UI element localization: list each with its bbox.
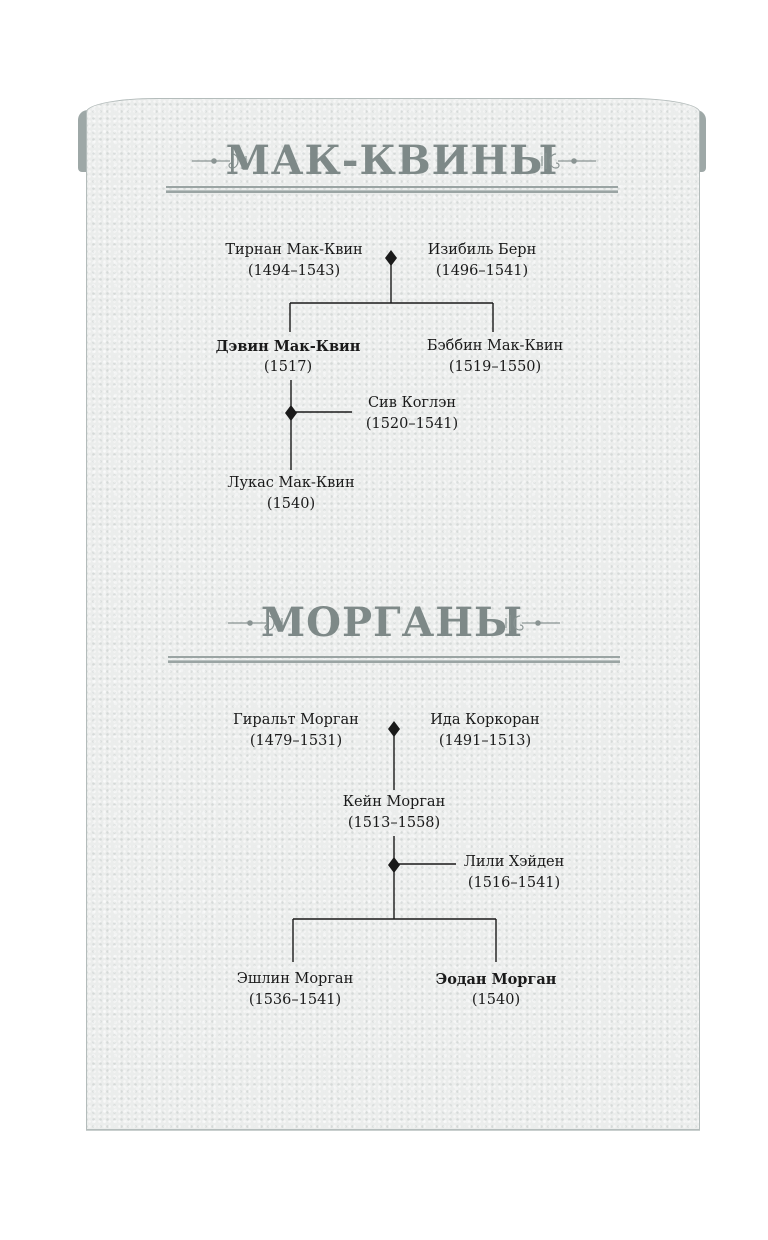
person-years: (1496–1541) [435,263,529,279]
person-name: Гиральт Морган [233,712,359,728]
person-name: Лукас Мак-Квин [227,475,355,491]
marriage-diamond-icon [385,250,397,266]
person-ida [418,710,552,752]
person-name: Сив Коглэн [367,395,457,411]
person-name: Ида Коркоран [430,712,540,728]
person-name: Эшлин Морган [236,971,354,987]
marriage-diamond-icon [388,721,400,737]
person-years: (1536–1541) [248,992,342,1008]
marriage-diamond-icon [388,857,400,873]
person-years: (1519–1550) [448,359,542,375]
person-devin [206,336,370,378]
person-name: Изибиль Берн [427,242,537,258]
person-eodan [424,969,568,1011]
person-name: Дэвин Мак-Квин [215,338,361,355]
person-lili [452,852,576,894]
person-years: (1494–1543) [247,263,341,279]
person-years: (1479–1531) [249,733,343,749]
person-years: (1516–1541) [467,875,561,891]
person-years: (1517) [263,359,313,375]
marriage-diamond-icon [285,405,297,421]
person-years: (1491–1513) [438,733,532,749]
person-name: Бэббин Мак-Квин [426,338,564,354]
person-tirnan [212,240,376,282]
person-giralt [218,710,374,752]
person-name: Кейн Морган [342,794,446,810]
family-title-mcqueen: МАК-КВИНЫ [225,137,559,184]
person-years: (1540) [266,496,316,512]
person-babbin [410,336,580,378]
person-izibil [412,240,552,282]
family-title-morgan: МОРГАНЫ [260,599,524,646]
person-lukas [210,473,372,515]
person-kein [322,792,466,834]
person-years: (1540) [471,992,521,1008]
person-eshlin [220,969,370,1011]
person-years: (1520–1541) [365,416,459,432]
person-name: Лили Хэйден [463,854,565,870]
person-name: Тирнан Мак-Квин [225,242,363,258]
person-years: (1513–1558) [347,815,441,831]
person-name: Эодан Морган [435,971,557,988]
person-siv [352,393,472,435]
